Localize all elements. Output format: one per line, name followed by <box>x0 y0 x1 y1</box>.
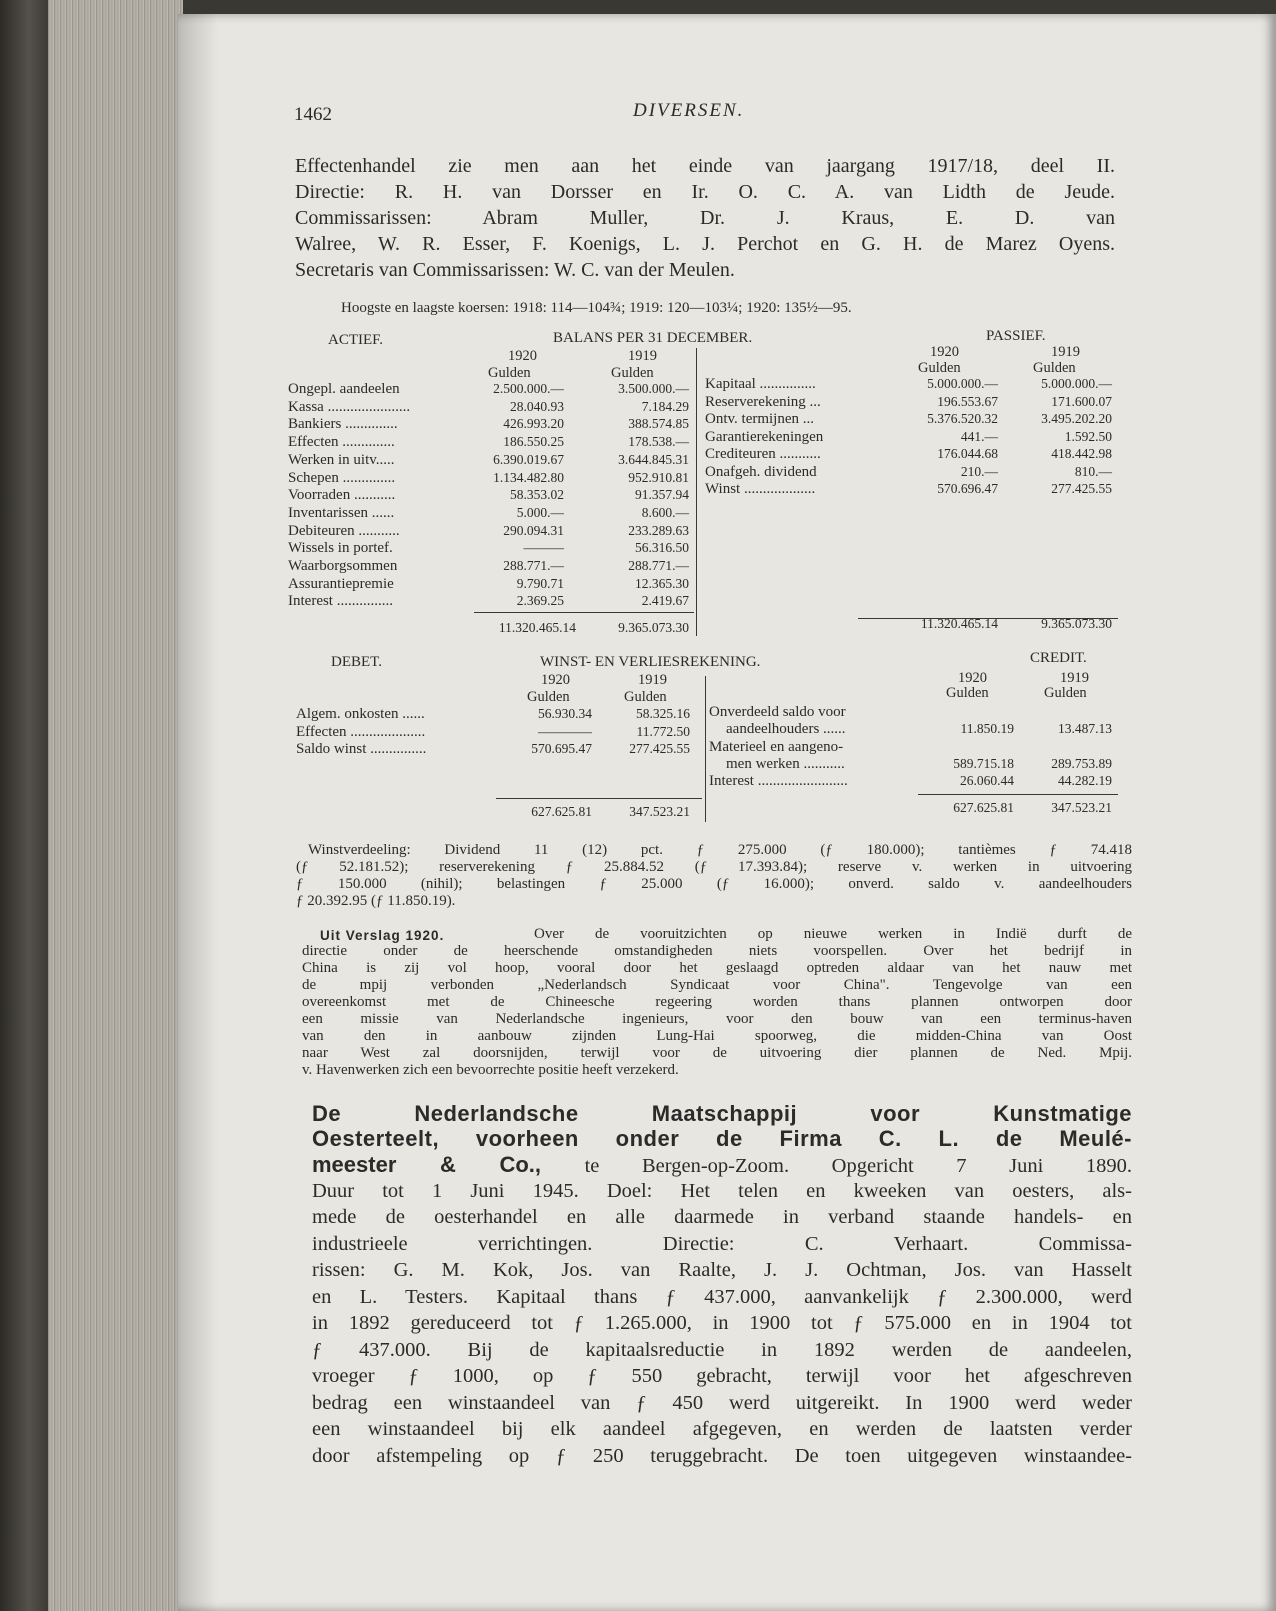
actief-row-label: Ongepl. aandeelen <box>288 381 400 397</box>
passief-row-value-1920: 441.— <box>960 428 998 444</box>
column-divider <box>705 676 706 822</box>
debet-row-label: Saldo winst ............... <box>296 741 427 757</box>
credit-row-label: Materieel en aangeno- <box>709 738 844 755</box>
debet-row-value-1920: ———— <box>538 723 592 739</box>
actief-row-value-1919: 2.419.67 <box>641 593 689 609</box>
actief-row-label: Interest ............... <box>288 593 393 610</box>
verslag-line: van den in aanbouw zijnden Lung-Hai spoorweg, die midden-China van Oost <box>302 1028 1132 1044</box>
col-unit: Gulden <box>527 689 570 705</box>
company-line <box>312 1391 1132 1417</box>
actief-row-value-1919: 7.184.29 <box>641 398 689 414</box>
passief-row-value-1919: 810.— <box>1074 463 1112 479</box>
col-unit: Gulden <box>1044 685 1087 701</box>
debet-row-value-1919: 58.325.16 <box>636 706 690 721</box>
company-line <box>312 1311 1132 1337</box>
debet-row-value-1920: 570.695.47 <box>531 741 592 756</box>
passief-row-value-1919: 277.425.55 <box>1051 481 1112 496</box>
actief-row-label: Waarborgsommen <box>288 558 398 574</box>
col-year-1920: 1920 <box>930 344 959 360</box>
passief-row-label: Onafgeh. dividend <box>705 463 817 480</box>
total-credit-1920: 627.625.81 <box>953 800 1014 815</box>
actief-row-value-1920: 58.353.02 <box>510 487 564 503</box>
actief-row-value-1919: 952.910.81 <box>628 469 689 485</box>
actief-row-value-1919: 3.644.845.31 <box>618 451 689 467</box>
intro-line: Effectenhandel zie men aan het einde van jaargang 1917/18, deel II. <box>295 155 1115 177</box>
balans-passief-title: PASSIEF. <box>986 328 1046 344</box>
col-unit: Gulden <box>488 365 531 381</box>
company-name-bold: meester & Co., <box>312 1152 585 1177</box>
passief-row-value-1919: 418.442.98 <box>1051 446 1112 461</box>
col-unit: Gulden <box>918 360 961 376</box>
actief-row-value-1920: 288.771.— <box>503 558 564 573</box>
column-divider <box>696 348 697 636</box>
company-line <box>312 1179 1132 1205</box>
actief-row-value-1919: 91.357.94 <box>635 487 689 503</box>
col-year-1919: 1919 <box>1060 670 1089 686</box>
company-line-text: bedrag een winstaandeel van ƒ 450 werd uitgereikt. In 1900 werd weder <box>312 1391 1132 1414</box>
company-line-text: mede de oesterhandel en alle daarmede in verband staande handels- en <box>312 1206 1132 1228</box>
actief-row-value-1920: 186.550.25 <box>503 434 564 450</box>
debet-row-label: Algem. onkosten ...... <box>296 706 425 722</box>
verslag-line: naar West zal doorsnijden, terwijl voor de uitvoering dier plannen de Ned. Mpij. <box>302 1045 1132 1061</box>
company-line <box>312 1205 1132 1231</box>
total-debet-1919: 347.523.21 <box>629 804 690 819</box>
total-debet-1920: 627.625.81 <box>531 804 592 819</box>
debet-row-value-1920: 56.930.34 <box>538 706 592 721</box>
company-heading-line: De Nederlandsche Maatschappij voor Kunstmatige <box>312 1101 1132 1126</box>
intro-line: Walree, W. R. Esser, F. Koenigs, L. J. Perchot en G. H. de Marez Oyens. <box>295 233 1115 255</box>
col-unit: Gulden <box>946 685 989 701</box>
credit-row-label: Onverdeeld saldo voor <box>709 704 846 720</box>
col-year-1920: 1920 <box>508 348 537 364</box>
actief-row-value-1920: 290.094.31 <box>503 522 564 538</box>
actief-row-value-1919: 288.771.— <box>628 558 689 573</box>
total-credit-1919: 347.523.21 <box>1051 800 1112 815</box>
actief-row-label: Bankiers .............. <box>288 416 398 433</box>
passief-row-value-1919: 5.000.000.— <box>1041 376 1112 391</box>
verslag-line: overeenkomst met de Chineesche regeering worden thans plannen ontworpen door <box>302 994 1132 1010</box>
company-line <box>312 1417 1132 1443</box>
verslag-line: directie onder de heerschende omstandigheden niets voorspellen. Over het bedrijf in <box>302 943 1132 959</box>
winstverdeeling-line: ƒ 20.392.95 (ƒ 11.850.19). <box>296 893 456 909</box>
book-spine <box>0 0 48 1611</box>
total-actief-1919: 9.365.073.30 <box>618 620 689 635</box>
credit-row-value-1919: 44.282.19 <box>1058 773 1112 788</box>
passief-row-label: Reserverekening ... <box>705 393 821 410</box>
actief-row-label: Kassa ...................... <box>288 398 411 415</box>
intro-line: Secretaris van Commissarissen: W. C. van der Meulen. <box>295 259 735 281</box>
credit-row-value-1920: 26.060.44 <box>960 773 1014 788</box>
actief-row-value-1920: 426.993.20 <box>503 416 564 432</box>
passief-row-value-1920: 176.044.68 <box>937 446 998 461</box>
col-unit: Gulden <box>611 365 654 381</box>
actief-row-value-1919: 56.316.50 <box>635 540 689 556</box>
debet-title: DEBET. <box>331 654 382 670</box>
intro-line: Directie: R. H. van Dorsser en Ir. O. C. A. van Lidth de Jeude. <box>295 181 1115 203</box>
actief-row-value-1920: 5.000.— <box>516 504 564 520</box>
sum-rule <box>474 612 694 613</box>
passief-row-value-1920: 5.376.520.32 <box>927 411 998 426</box>
company-line-text: industrieele verrichtingen. Directie: C. Verhaart. Commissa- <box>312 1232 1132 1255</box>
credit-row-value-1920: 11.850.19 <box>960 721 1014 736</box>
balans-title: BALANS PER 31 DECEMBER. <box>553 330 753 346</box>
credit-title: CREDIT. <box>1030 650 1087 666</box>
credit-row-value-1919: 289.753.89 <box>1051 755 1112 771</box>
passief-row-label: Kapitaal ............... <box>705 376 816 392</box>
company-line-text: ƒ 437.000. Bij de kapitaalsreductie in 1892 werden de aandeelen, <box>312 1338 1132 1361</box>
passief-row-value-1920: 210.— <box>960 463 998 479</box>
company-line <box>312 1338 1132 1364</box>
actief-row-value-1919: 233.289.63 <box>628 522 689 538</box>
running-title: DIVERSEN. <box>633 100 745 121</box>
company-line-text: te Bergen-op-Zoom. Opgericht 7 Juni 1890. <box>584 1155 1133 1177</box>
passief-row-label: Winst ................... <box>705 481 816 497</box>
col-year-1920: 1920 <box>541 672 570 688</box>
credit-row-value-1919: 13.487.13 <box>1058 721 1112 736</box>
verslag-line: de mpij verbonden „Nederlandsch Syndicaat voor China". Tengevolge van een <box>302 977 1132 993</box>
intro-line: Commissarissen: Abram Muller, Dr. J. Kraus, E. D. van <box>295 207 1115 229</box>
verslag-line: Over de vooruitzichten op nieuwe werken in Indië durft de <box>534 926 1132 942</box>
company-line <box>312 1444 1132 1470</box>
actief-row-value-1919: 388.574.85 <box>628 416 689 432</box>
actief-row-label: Debiteuren ........... <box>288 522 400 539</box>
company-line-text: en L. Testers. Kapitaal thans ƒ 437.000, aanvankelijk ƒ 2.300.000, werd <box>312 1285 1132 1308</box>
winstverdeeling-line: (ƒ 52.181.52); reserverekening ƒ 25.884.52 (ƒ 17.393.84); reserve v. werken in uitvoering <box>296 859 1132 875</box>
debet-row-value-1919: 11.772.50 <box>636 723 690 739</box>
actief-row-label: Schepen .............. <box>288 469 396 486</box>
verslag-line: China is zij vol hoop, vooral door het geslaagd optreden aldaar van het nauw met <box>302 960 1132 976</box>
page-number: 1462 <box>294 104 332 125</box>
company-line-text: in 1892 gereduceerd tot ƒ 1.265.000, in 1900 tot ƒ 575.000 en in 1904 tot <box>312 1312 1132 1334</box>
sum-rule <box>918 794 1118 795</box>
col-year-1920: 1920 <box>958 670 987 686</box>
company-line <box>312 1258 1132 1284</box>
credit-row-label: men werken ........... <box>726 755 845 772</box>
col-year-1919: 1919 <box>638 672 667 688</box>
actief-row-value-1920: 28.040.93 <box>510 398 564 414</box>
total-passief-1920: 11.320.465.14 <box>920 616 998 631</box>
total-passief-1919: 9.365.073.30 <box>1041 616 1112 631</box>
company-line-text: Duur tot 1 Juni 1945. Doel: Het telen en kweeken van oesters, als- <box>312 1179 1132 1202</box>
actief-row-value-1919: 3.500.000.— <box>618 381 689 396</box>
actief-row-value-1919: 8.600.— <box>641 504 689 520</box>
passief-row-value-1920: 5.000.000.— <box>927 376 998 391</box>
koersen-line: Hoogste en laagste koersen: 1918: 114—104¾; 1919: 120—103¼; 1920: 135½—95. <box>341 300 852 316</box>
balans-actief-title: ACTIEF. <box>328 332 384 348</box>
debet-row-value-1919: 277.425.55 <box>629 741 690 756</box>
actief-row-label: Werken in uitv..... <box>288 451 395 468</box>
passief-row-label: Ontv. termijnen ... <box>705 411 815 427</box>
company-line <box>312 1285 1132 1311</box>
verslag-label: Uit Verslag 1920. <box>320 928 445 943</box>
actief-row-label: Effecten .............. <box>288 434 395 451</box>
company-line <box>312 1364 1132 1390</box>
actief-row-value-1919: 12.365.30 <box>635 575 689 591</box>
credit-row-label: aandeelhouders ...... <box>726 721 846 737</box>
page <box>178 14 1276 1611</box>
actief-row-value-1920: 9.790.71 <box>516 575 564 591</box>
passief-row-value-1919: 1.592.50 <box>1064 428 1112 444</box>
passief-row-value-1920: 196.553.67 <box>937 393 998 409</box>
actief-row-value-1919: 178.538.— <box>628 434 689 450</box>
company-heading-line: Oesterteelt, voorheen onder de Firma C. L. de Meulé- <box>312 1126 1132 1151</box>
total-actief-1920: 11.320.465.14 <box>498 620 576 635</box>
credit-row-label: Interest ........................ <box>709 773 848 789</box>
actief-row-label: Wissels in portef. <box>288 540 393 557</box>
verslag-line: een missie van Nederlandsche ingenieurs, voor den bouw van een terminus-haven <box>302 1011 1132 1027</box>
company-line <box>312 1232 1132 1258</box>
passief-row-label: Garantierekeningen <box>705 428 824 445</box>
debet-row-label: Effecten .................... <box>296 723 426 740</box>
col-year-1919: 1919 <box>628 348 657 364</box>
actief-row-label: Voorraden ........... <box>288 487 396 504</box>
actief-row-value-1920: ——— <box>523 540 564 556</box>
col-unit: Gulden <box>1033 360 1076 376</box>
credit-row-value-1920: 589.715.18 <box>953 755 1014 771</box>
actief-row-value-1920: 1.134.482.80 <box>493 469 564 485</box>
passief-row-value-1919: 3.495.202.20 <box>1041 411 1112 426</box>
passief-row-value-1919: 171.600.07 <box>1051 393 1112 409</box>
winst-title: WINST- EN VERLIESREKENING. <box>540 654 761 670</box>
actief-row-value-1920: 2.369.25 <box>516 593 564 609</box>
col-year-1919: 1919 <box>1051 344 1080 360</box>
actief-row-value-1920: 6.390.019.67 <box>493 451 564 467</box>
verslag-line: v. Havenwerken zich een bevoorrechte positie heeft verzekerd. <box>302 1062 679 1078</box>
col-unit: Gulden <box>624 689 667 705</box>
company-line-text: door afstempeling op ƒ 250 teruggebracht. De toen uitgegeven winstaandee- <box>312 1444 1132 1467</box>
company-line-text: rissen: G. M. Kok, Jos. van Raalte, J. J. Ochtman, Jos. van Hasselt <box>312 1259 1132 1281</box>
actief-row-value-1920: 2.500.000.— <box>493 381 564 396</box>
winstverdeeling-line: ƒ 150.000 (nihil); belastingen ƒ 25.000 (ƒ 16.000); onverd. saldo v. aandeelhouders <box>296 876 1132 892</box>
sum-rule <box>496 798 702 799</box>
actief-row-label: Assurantiepremie <box>288 575 394 592</box>
passief-row-value-1920: 570.696.47 <box>937 481 998 496</box>
company-line <box>312 1152 1132 1180</box>
passief-row-label: Crediteuren ........... <box>705 446 821 462</box>
actief-row-label: Inventarissen ...... <box>288 504 395 521</box>
winstverdeeling-line: Winstverdeeling: Dividend 11 (12) pct. ƒ 275.000 (ƒ 180.000); tantièmes ƒ 74.418 <box>308 842 1132 858</box>
company-line-text: vroeger ƒ 1000, op ƒ 550 gebracht, terwijl voor het afgeschreven <box>312 1365 1132 1387</box>
company-line-text: een winstaandeel bij elk aandeel afgegeven, en werden de laatsten verder <box>312 1418 1132 1440</box>
page-stack-edge <box>48 0 183 1611</box>
